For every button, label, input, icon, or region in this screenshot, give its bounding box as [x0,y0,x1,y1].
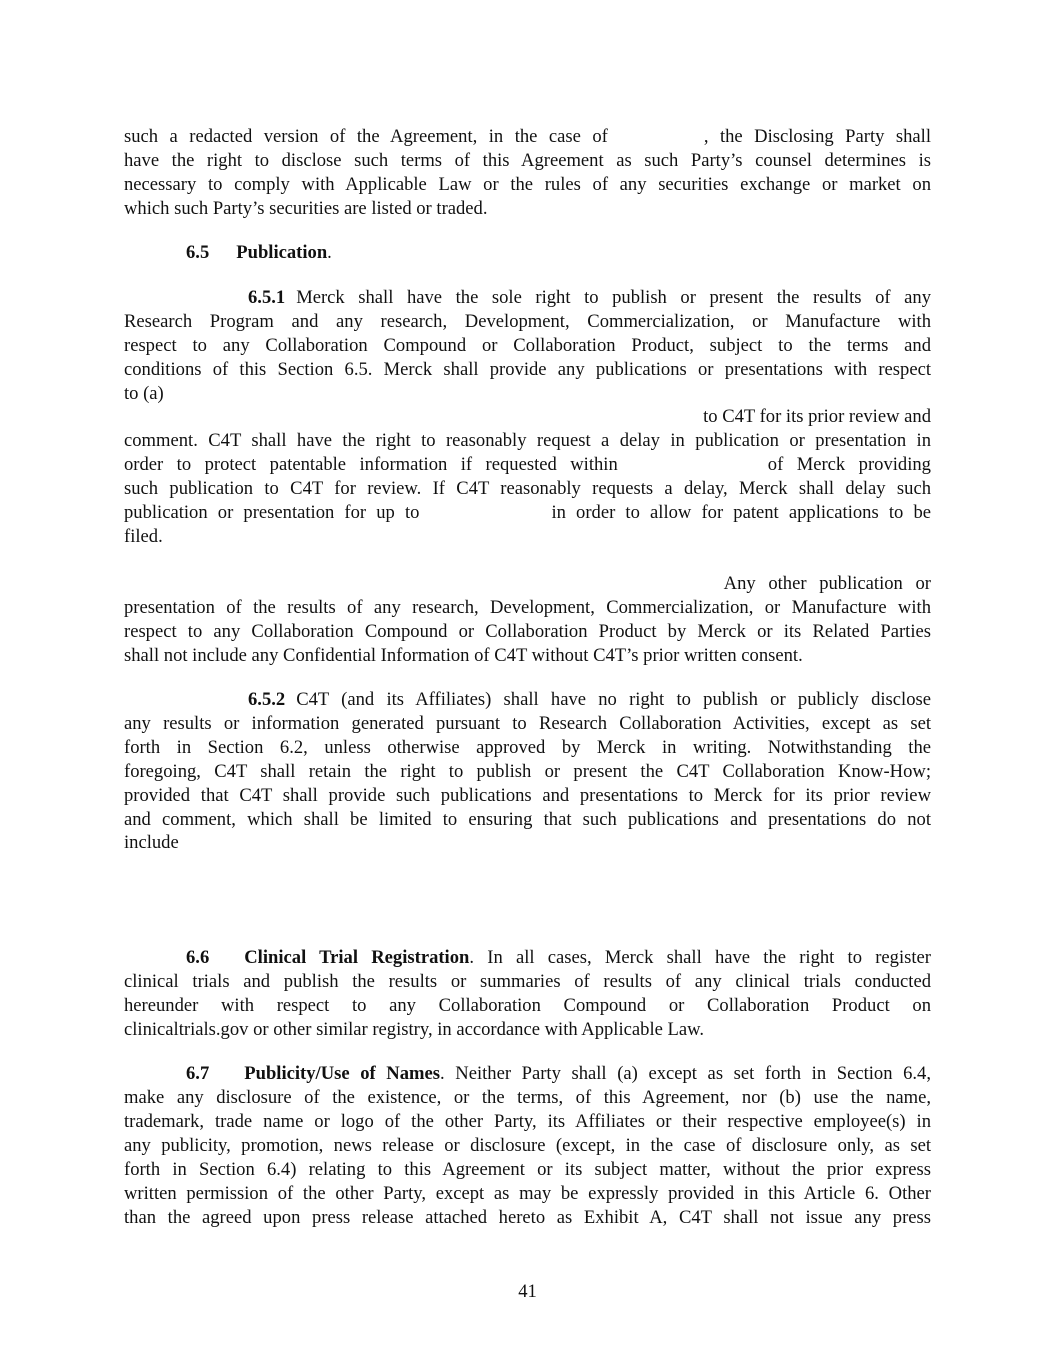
section-number-6-6: 6.6 [186,947,210,968]
paragraph-line: respect to any Collaboration Compound or Collaboration Product by Merck or its Related Parties [124,621,931,642]
paragraph-line: have the right to disclose such terms of this Agreement as such Party’s counsel determines is [124,150,931,171]
paragraph-line: 6.5.2 C4T (and its Affiliates) shall have no right to publish or publicly disclose [248,689,931,710]
paragraph-line: foregoing, C4T shall retain the right to publish or present the C4T Collaboration Know-How; [124,761,931,782]
paragraph-line: trademark, trade name or logo of the other Party, its Affiliates or their respective employee(s) in [124,1111,931,1132]
paragraph-line: filed. [124,526,163,547]
paragraph-line: order to protect patentable information if requested within of Merck providing [124,454,931,475]
paragraph-line: publication or presentation for up to in order to allow for patent applications to be [124,502,931,523]
paragraph-line: Research Program and any research, Development, Commercialization, or Manufacture with [124,311,931,332]
paragraph-line: 6.7 Publicity/Use of Names. Neither Party shall (a) except as set forth in Section 6.4, [186,1063,931,1084]
paragraph-line: written permission of the other Party, except as may be expressly provided in this Article 6. Other [124,1183,931,1204]
section-heading-6-5: 6.5 Publication. [186,242,332,263]
paragraph-line: to C4T for its prior review and [703,406,931,427]
paragraph-line: conditions of this Section 6.5. Merck shall provide any publications or presentations with respect [124,359,931,380]
paragraph-line: than the agreed upon press release attached hereto as Exhibit A, C4T shall not issue any press [124,1207,931,1228]
paragraph-line: to (a) [124,383,164,404]
paragraph-line: include [124,832,179,853]
page-number: 41 [518,1281,537,1302]
paragraph-line: forth in Section 6.2, unless otherwise approved by Merck in writing. Notwithstanding the [124,737,931,758]
paragraph-line: such publication to C4T for review. If C4T reasonably requests a delay, Merck shall delay such [124,478,931,499]
paragraph-line: and comment, which shall be limited to ensuring that such publications and presentations do not [124,809,931,830]
paragraph-line: hereunder with respect to any Collaboration Compound or Collaboration Product on [124,995,931,1016]
section-number-6-5-1: 6.5.1 [248,287,286,308]
section-number-6-5-2: 6.5.2 [248,689,286,710]
paragraph-line: which such Party’s securities are listed or traded. [124,198,488,219]
paragraph-line: clinicaltrials.gov or other similar registry, in accordance with Applicable Law. [124,1019,704,1040]
section-number-6-7: 6.7 [186,1063,210,1084]
paragraph-line: respect to any Collaboration Compound or Collaboration Product, subject to the terms and [124,335,931,356]
paragraph-line: such a redacted version of the Agreement, in the case of , the Disclosing Party shall [124,126,931,147]
paragraph-line: Any other publication or [723,573,931,594]
paragraph-line: provided that C4T shall provide such publications and presentations to Merck for its prior review [124,785,931,806]
paragraph-line: shall not include any Confidential Information of C4T without C4T’s prior written consent. [124,645,803,666]
paragraph-line: clinical trials and publish the results or summaries of results of any clinical trials conducted [124,971,931,992]
paragraph-line: comment. C4T shall have the right to reasonably request a delay in publication or presentation in [124,430,931,451]
paragraph-line: presentation of the results of any research, Development, Commercialization, or Manufacture with [124,597,931,618]
paragraph-line: 6.6 Clinical Trial Registration. In all cases, Merck shall have the right to register [186,947,931,968]
paragraph-line: any publicity, promotion, news release or disclosure (except, in the case of disclosure only, as set [124,1135,931,1156]
paragraph-line: 6.5.1 Merck shall have the sole right to publish or present the results of any [248,287,931,308]
paragraph-line: necessary to comply with Applicable Law or the rules of any securities exchange or market on [124,174,931,195]
section-title-6-6: Clinical Trial Registration [244,947,470,968]
paragraph-line: forth in Section 6.4) relating to this Agreement or its subject matter, without the prior express [124,1159,931,1180]
paragraph-line: any results or information generated pursuant to Research Collaboration Activities, except as set [124,713,931,734]
section-title-6-7: Publicity/Use of Names [244,1063,441,1084]
paragraph-line: make any disclosure of the existence, or the terms, of this Agreement, nor (b) use the name, [124,1087,931,1108]
